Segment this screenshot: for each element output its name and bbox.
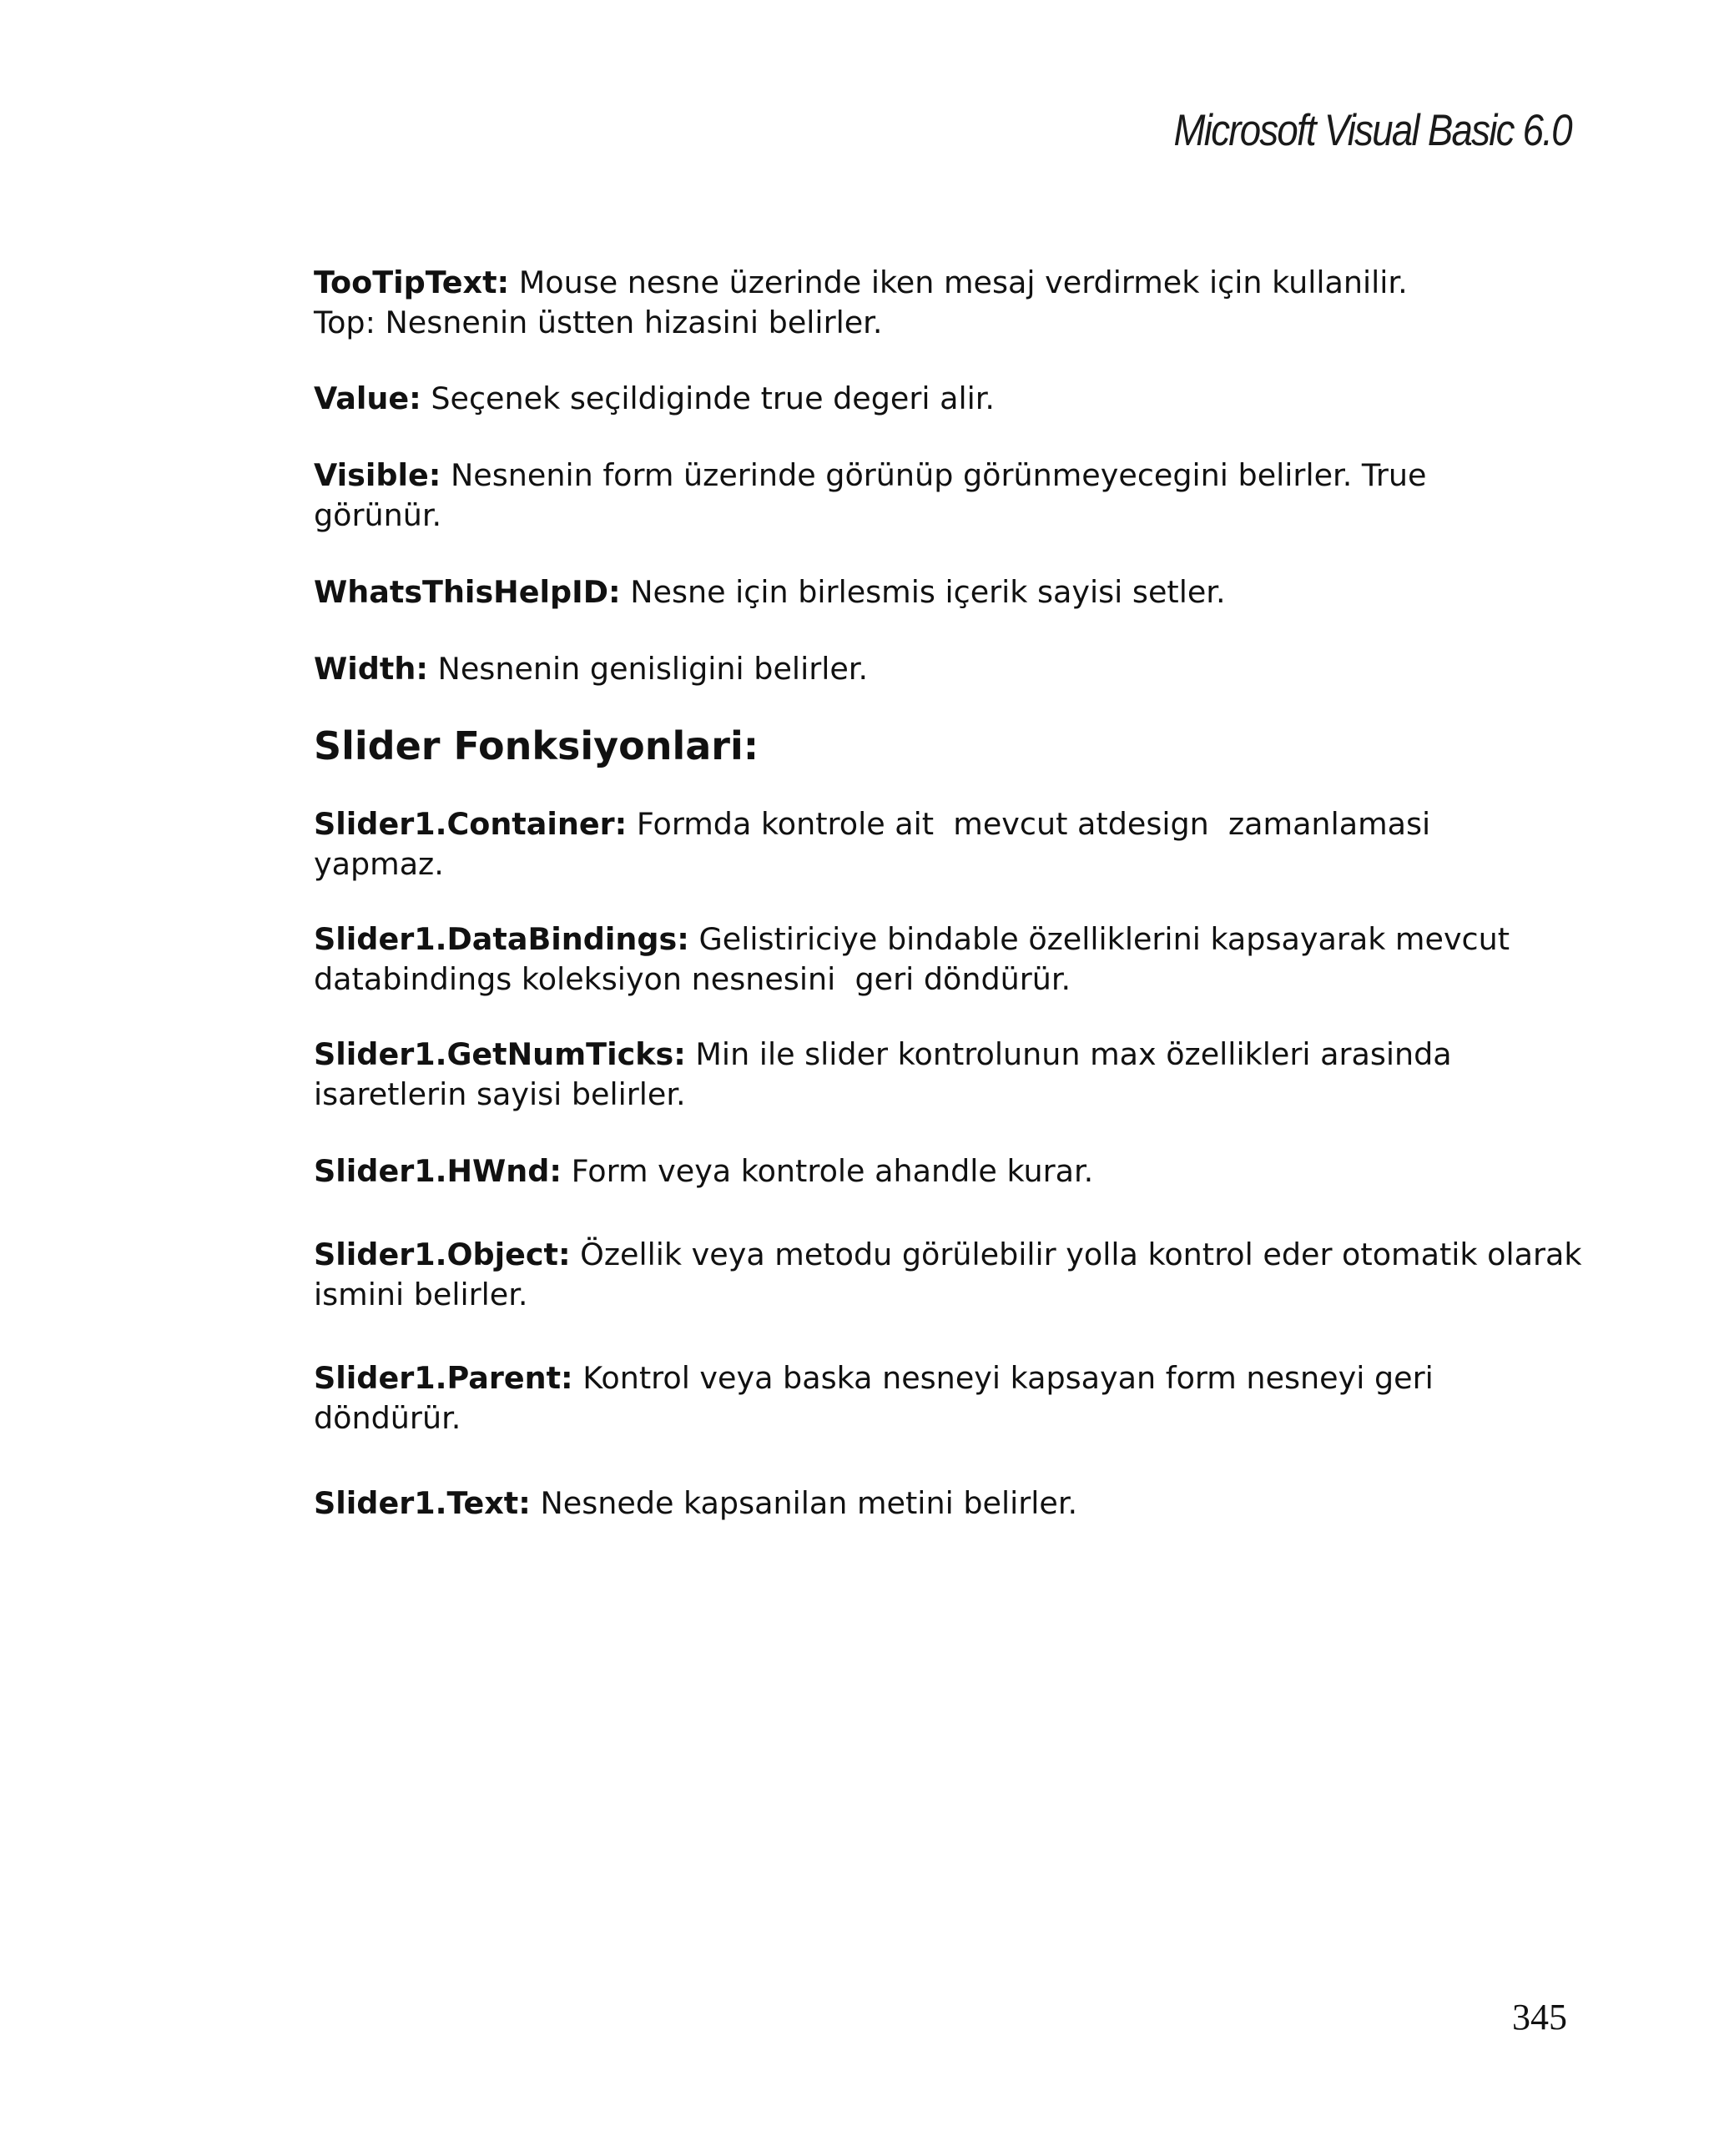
page-number: 345 (1512, 1997, 1567, 2038)
property-term: Visible: (314, 457, 441, 493)
function-description: Formda kontrole ait mevcut atdesign zamanlamasi yapmaz. (314, 806, 1440, 882)
function-term: Slider1.GetNumTicks: (314, 1036, 686, 1072)
property-description: Nesnenin form üzerinde görünüp görünmeyecegini belirler. True görünür. (314, 457, 1427, 533)
property-description: Top: Nesnenin üstten hizasini belirler. (314, 305, 883, 340)
function-entry-parent (314, 1358, 1515, 1438)
property-entry-top (314, 303, 1591, 343)
property-term: Width: (314, 651, 428, 687)
function-term: Slider1.DataBindings: (314, 921, 689, 957)
running-header-title: Microsoft Visual Basic 6.0 (1173, 106, 1571, 155)
function-entry-hwnd (314, 1151, 1591, 1191)
property-description: Nesne için birlesmis içerik sayisi setler. (620, 574, 1226, 610)
property-description: Seçenek seçildiginde true degeri alir. (421, 380, 996, 416)
property-description: Mouse nesne üzerinde iken mesaj verdirmek için kullanilir. (509, 264, 1408, 300)
property-entry-whatsthishelpid (314, 572, 1591, 612)
property-term: TooTipText: (314, 264, 510, 300)
section-heading: Slider Fonksiyonlari: (314, 723, 759, 768)
property-entry-visible (314, 456, 1499, 536)
function-description: Özellik veya metodu görülebilir yolla kontrol eder otomatik olarak ismini belirler. (314, 1237, 1582, 1312)
property-entry-width (314, 649, 1591, 689)
property-term: Value: (314, 380, 421, 416)
function-description: Gelistiriciye bindable özelliklerini kapsayarak mevcut databindings koleksiyon nesnesini geri döndürür. (314, 921, 1520, 997)
function-entry-text (314, 1484, 1591, 1524)
property-description: Nesnenin genisligini belirler. (427, 651, 869, 687)
function-entry-object (314, 1235, 1591, 1315)
function-term: Slider1.Object: (314, 1237, 571, 1272)
function-term: Slider1.Container: (314, 806, 628, 842)
function-term: Slider1.Text: (314, 1485, 531, 1521)
function-description: Form veya kontrole ahandle kurar. (561, 1153, 1094, 1189)
function-term: Slider1.HWnd: (314, 1153, 562, 1189)
page-content (314, 263, 1591, 1524)
function-term: Slider1.Parent: (314, 1360, 573, 1396)
function-description: Nesnede kapsanilan metini belirler. (530, 1485, 1078, 1521)
property-term: WhatsThisHelpID: (314, 574, 621, 610)
function-entry-getnumticks (314, 1035, 1515, 1115)
function-description: Min ile slider kontrolunun max özellikleri arasinda isaretlerin sayisi belirler. (314, 1036, 1452, 1112)
property-entry-value (314, 379, 1591, 419)
function-description: Kontrol veya baska nesneyi kapsayan form nesneyi geri döndürür. (314, 1360, 1434, 1436)
function-entry-databindings (314, 919, 1591, 1000)
property-entry-tooltiptext (314, 263, 1591, 303)
function-entry-container (314, 804, 1499, 884)
